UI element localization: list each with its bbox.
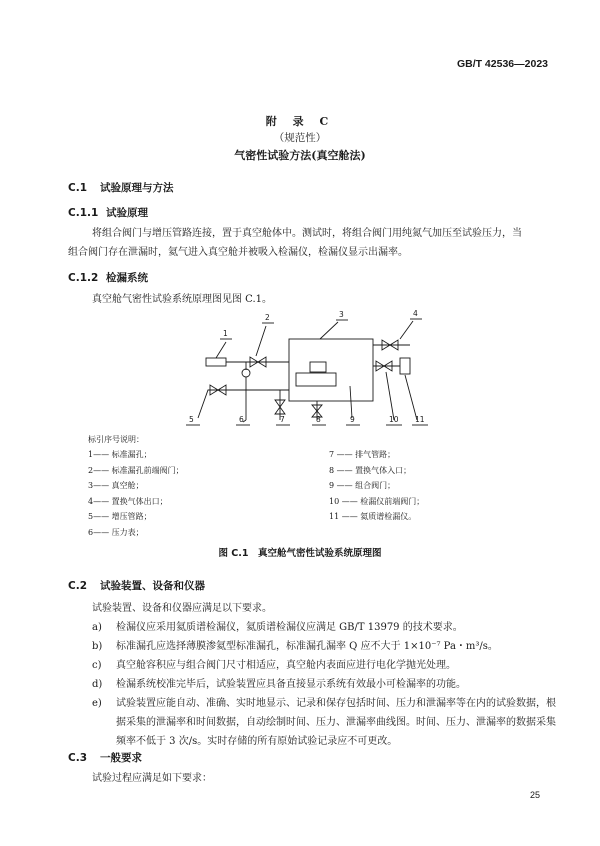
section-number: C.1.1 <box>68 207 99 219</box>
section-heading-c2 <box>68 578 205 593</box>
section-title: 试验装置、设备和仪器 <box>100 580 205 592</box>
paragraph: 真空舱气密性试验系统原理图见图 C.1。 <box>92 294 273 305</box>
callout-6: 6 <box>239 415 244 424</box>
callout-10: 10 <box>389 415 399 424</box>
leader-4 <box>400 321 413 339</box>
list-label: b) <box>92 641 103 652</box>
leader-1 <box>216 342 226 358</box>
list-label: e) <box>92 698 102 709</box>
leader-11 <box>405 375 417 420</box>
leader-9 <box>350 386 352 418</box>
figure-caption: 图 C.1 真空舱气密性试验系统原理图 <box>218 548 382 559</box>
legend-item: 5—— 增压管路； <box>88 512 152 521</box>
section-number: C.1 <box>68 182 88 194</box>
legend-right <box>329 447 424 525</box>
paragraph-line: 将组合阀门与增压管路连接，置于真空舱体中。测试时，将组合阀门用纯氮气加压至试验压力，当 <box>92 228 522 239</box>
legend-item: 4—— 置换气体出口； <box>88 496 168 506</box>
list-item <box>92 675 556 694</box>
section-title: 一般要求 <box>100 752 142 764</box>
legend-item: 3—— 真空舱； <box>88 481 144 490</box>
legend-item: 11 —— 氦质谱检漏仪。 <box>329 512 417 521</box>
legend-item: 1—— 标准漏孔； <box>88 450 152 459</box>
section-title: 检漏系统 <box>106 272 148 284</box>
callout-7: 7 <box>280 415 285 424</box>
legend-item: 8 —— 置换气体入口； <box>329 465 412 475</box>
list-item <box>92 637 556 656</box>
legend-item: 2—— 标准漏孔前端阀门； <box>88 465 184 475</box>
callout-9: 9 <box>350 415 355 424</box>
list-text: 检漏仪应采用氦质谱检漏仪，氦质谱检漏仪应满足 GB/T 13979 的技术要求。 <box>116 622 463 633</box>
section-number: C.3 <box>68 752 88 764</box>
legend-item: 10 —— 检漏仪前端阀门； <box>329 496 425 506</box>
leader-2 <box>256 326 266 356</box>
pressure-gauge <box>242 369 250 377</box>
combined-valve-base <box>296 373 336 386</box>
list-item <box>92 694 556 751</box>
callout-8: 8 <box>316 415 321 424</box>
list-text: 标准漏孔应选择薄膜渗氦型标准漏孔，标准漏孔漏率 Q 应不大于 1×10⁻⁷ Pa・m³/s。 <box>116 641 498 652</box>
legend-left <box>88 447 184 540</box>
legend-title: 标引序号说明： <box>88 435 144 444</box>
list-text: 真空舱容积应与组合阀门尺寸相适应，真空舱内表面应进行电化学抛光处理。 <box>116 660 456 671</box>
list-text: 检漏系统校准完毕后，试验装置应具备直接显示系统有效最小可检漏率的功能。 <box>116 679 466 690</box>
leader-10 <box>386 372 394 420</box>
callout-11: 11 <box>415 415 425 424</box>
list-label: c) <box>92 660 102 671</box>
legend-item: 9 —— 组合阀门； <box>329 481 396 490</box>
leader-3 <box>320 322 338 339</box>
callout-1: 1 <box>223 329 228 338</box>
legend-item: 7 —— 排气管路； <box>329 450 396 459</box>
legend-item: 6—— 压力表； <box>88 527 144 537</box>
list-item <box>92 618 556 637</box>
paragraph-line: 组合阀门存在泄漏时，氦气进入真空舱并被吸入检漏仪，检漏仪显示出漏率。 <box>68 247 408 258</box>
list-label: d) <box>92 679 103 690</box>
section-title: 试验原理与方法 <box>100 182 174 194</box>
paragraph: 试验过程应满足如下要求： <box>92 773 212 784</box>
vacuum-chamber <box>289 339 373 401</box>
combined-valve-body <box>310 362 326 372</box>
list-label: a) <box>92 622 102 633</box>
callout-3: 3 <box>339 310 344 319</box>
callout-4: 4 <box>413 309 418 318</box>
page-number: 25 <box>529 790 540 800</box>
callout-5: 5 <box>189 415 194 424</box>
appendix-title: 附 录 C <box>265 115 335 128</box>
standard-leak <box>206 358 226 366</box>
appendix-nature: （规范性） <box>273 132 327 144</box>
helium-leak-detector <box>400 358 410 374</box>
paragraph: 试验装置、设备和仪器应满足以下要求。 <box>92 603 272 614</box>
standard-number: GB/T 42536—2023 <box>456 58 548 70</box>
list-text: 试验装置应能自动、准确、实时地显示、记录和保存包括时间、压力和泄漏率等在内的试验数据，根据采集的泄漏率和时间数据，自动绘制时间、压力、泄漏率曲线图。时间、压力、泄漏率的数据采集频率不低于 3 次/s。实时存储的所有原始试验记录应不可更改。 <box>116 698 556 747</box>
section-heading-c3 <box>68 750 142 765</box>
section-number: C.2 <box>68 580 88 592</box>
callout-2: 2 <box>265 313 270 322</box>
list-item <box>92 656 556 675</box>
appendix-name: 气密性试验方法(真空舱法) <box>234 149 366 162</box>
section-number: C.1.2 <box>68 272 99 284</box>
section-title: 试验原理 <box>106 207 148 219</box>
